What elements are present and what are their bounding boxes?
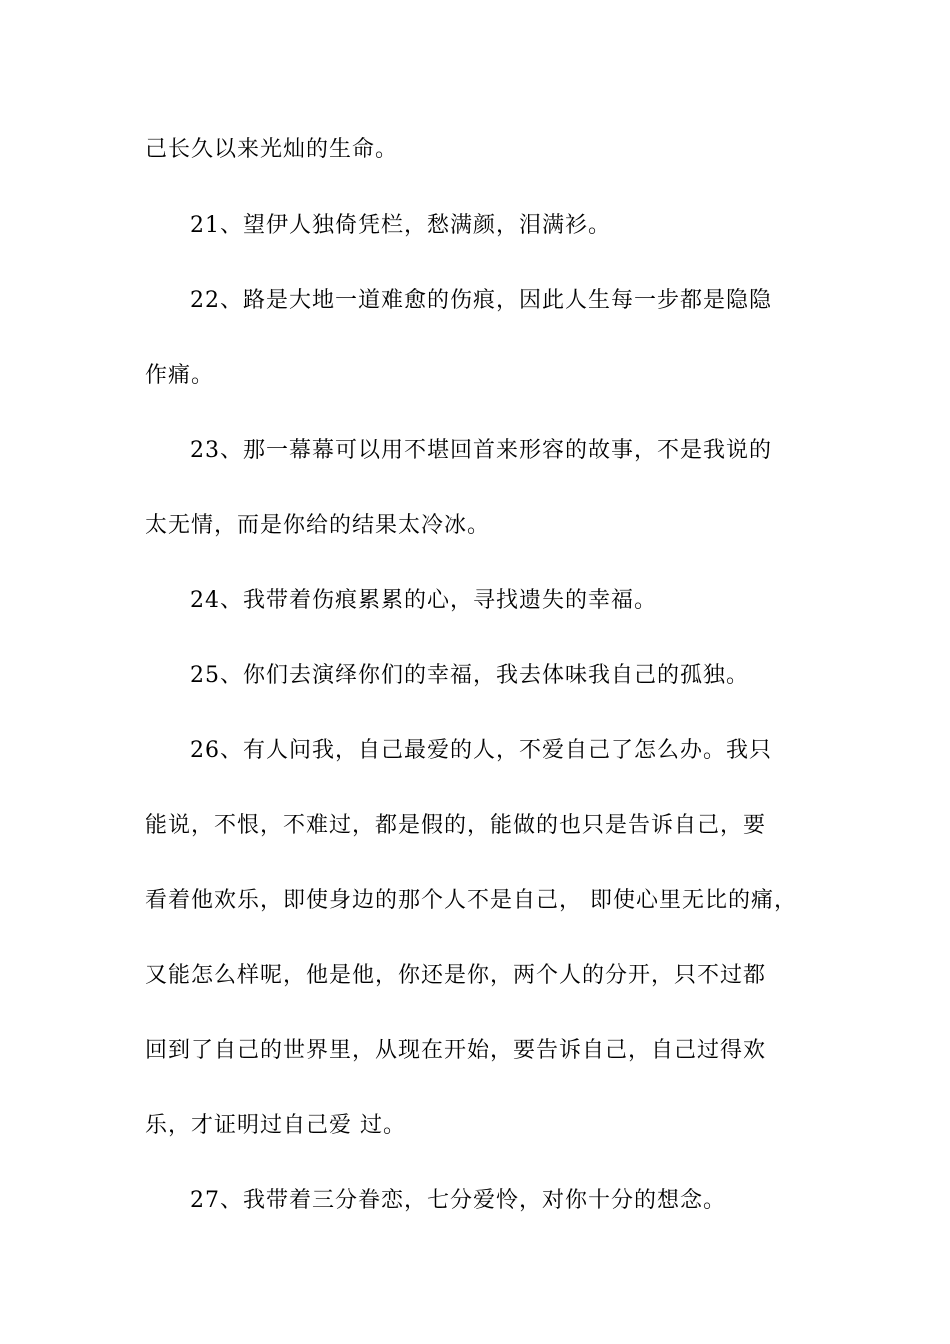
text-line-15: 27、我带着三分眷恋，七分爱怜，对你十分的想念。 <box>190 1188 726 1213</box>
text-line-8: 25、你们去演绎你们的幸福，我去体味我自己的孤独。 <box>190 663 749 688</box>
text-line-1: 己长久以来光灿的生命。 <box>145 137 399 162</box>
text-line-7: 24、我带着伤痕累累的心，寻找遗失的幸福。 <box>190 588 657 613</box>
text-line-6: 太无情，而是你给的结果太冷冰。 <box>145 513 491 538</box>
text-line-9: 26、有人问我，自己最爱的人，不爱自己了怎么办。我只 <box>190 738 772 763</box>
text-line-12: 又能怎么样呢，他是他，你还是你，两个人的分开，只不过都 <box>145 963 767 988</box>
text-line-2: 21、望伊人独倚凭栏，愁满颜，泪满衫。 <box>190 213 611 238</box>
text-line-11: 看着他欢乐，即使身边的那个人不是自己， 即使心里无比的痛， <box>145 888 797 913</box>
text-line-5: 23、那一幕幕可以用不堪回首来形容的故事，不是我说的 <box>190 438 772 463</box>
text-line-14: 乐，才证明过自己爱 过。 <box>145 1113 406 1138</box>
text-line-13: 回到了自己的世界里，从现在开始，要告诉自己，自己过得欢 <box>145 1038 767 1063</box>
text-line-3: 22、路是大地一道难愈的伤痕，因此人生每一步都是隐隐 <box>190 288 772 313</box>
text-line-4: 作痛。 <box>145 363 215 388</box>
text-line-10: 能说，不恨，不难过，都是假的，能做的也只是告诉自己，要 <box>145 813 767 838</box>
